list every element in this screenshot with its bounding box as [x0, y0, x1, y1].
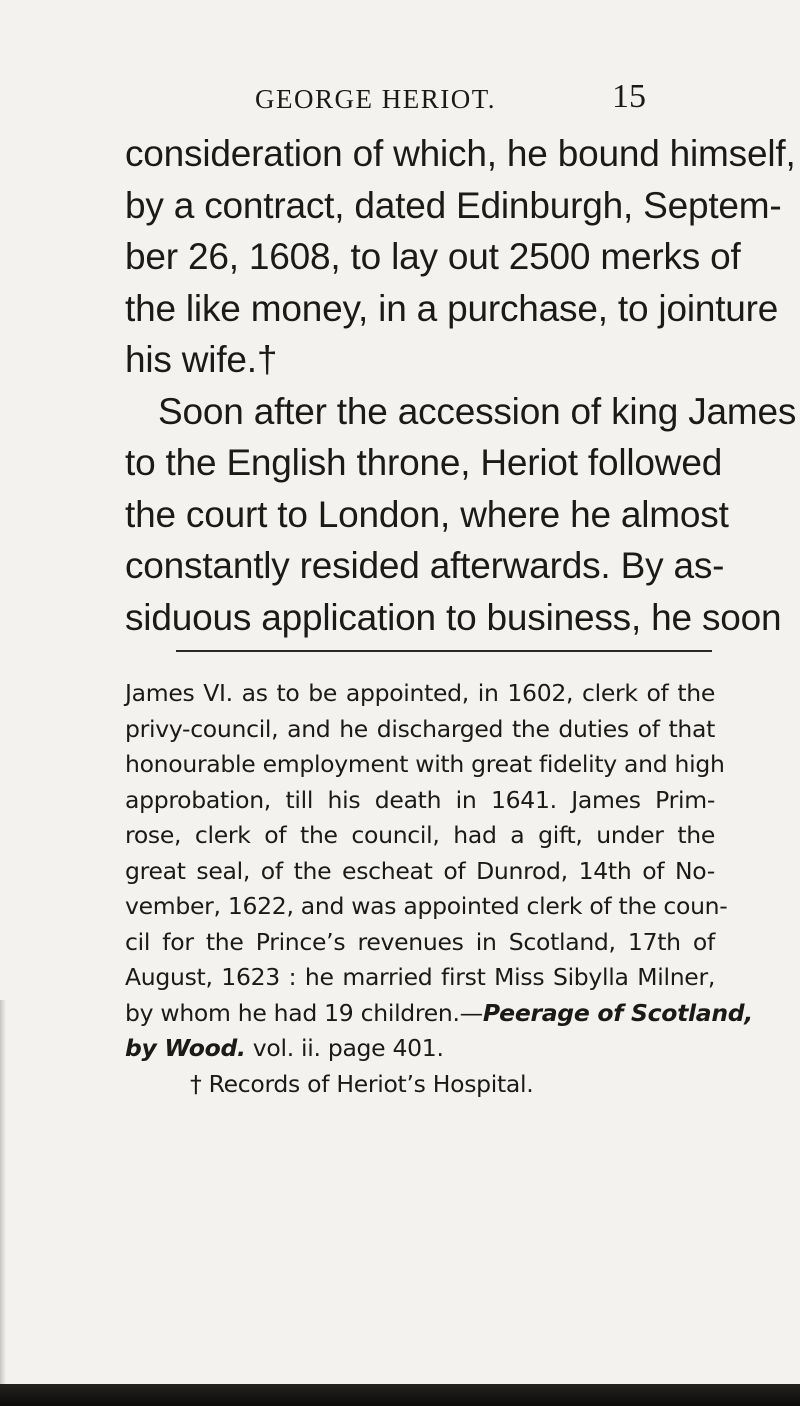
footnote-line: August, 1623 : he married first Miss Sibylla Milner, — [125, 963, 715, 991]
footnote-line: approbation, till his death in 1641. James Prim- — [125, 785, 715, 814]
footnote-line — [125, 1031, 715, 1067]
citation-author: by Wood. — [125, 1034, 246, 1062]
page-edge-shadow — [0, 1000, 6, 1384]
main-text — [125, 128, 797, 643]
running-head — [0, 80, 800, 120]
footnote-line — [125, 996, 753, 1032]
running-title: GEORGE HERIOT. — [255, 84, 496, 114]
text-line: ber 26, 1608, to lay out 2500 merks of — [125, 236, 741, 277]
footnotes — [125, 676, 753, 1102]
text-line: siduous application to business, he soon — [125, 596, 782, 638]
text-line: his wife.† — [125, 339, 278, 380]
footnote-line: great seal, of the escheat of Dunrod, 14th of No- — [125, 856, 715, 885]
text-line: Soon after the accession of king James — [158, 390, 797, 432]
text-line: to the English throne, Heriot followed — [125, 442, 723, 483]
dagger-footnote: † Records of Heriot’s Hospital. — [190, 1069, 534, 1098]
text-line: the court to London, where he almost — [125, 493, 729, 535]
page-number: 15 — [612, 78, 646, 115]
footnote-rule — [176, 650, 712, 652]
footnote-text: by whom he had 19 children.— — [125, 998, 483, 1027]
text-line: the like money, in a purchase, to jointure — [125, 287, 779, 329]
scan-bottom-edge — [0, 1384, 800, 1406]
text-line: consideration of which, he bound himself, — [125, 133, 796, 174]
footnote-text: vol. ii. page 401. — [245, 1034, 444, 1062]
citation-title: Peerage of Scotland, — [482, 998, 753, 1027]
text-line: constantly resided afterwards. By as- — [125, 545, 725, 586]
footnote-line: cil for the Prince’s revenues in Scotland, 17th of — [125, 927, 715, 956]
footnote-line: rose, clerk of the council, had a gift, under the — [125, 821, 715, 849]
footnote-line: vember, 1622, and was appointed clerk of the coun- — [125, 892, 728, 920]
footnote-line: James VI. as to be appointed, in 1602, clerk of the — [125, 679, 715, 707]
text-line: by a contract, dated Edinburgh, Septem- — [125, 184, 782, 226]
footnote-line: honourable employment with great fidelity and high — [125, 750, 725, 778]
footnote-line: privy-council, and he discharged the duties of that — [125, 714, 715, 743]
